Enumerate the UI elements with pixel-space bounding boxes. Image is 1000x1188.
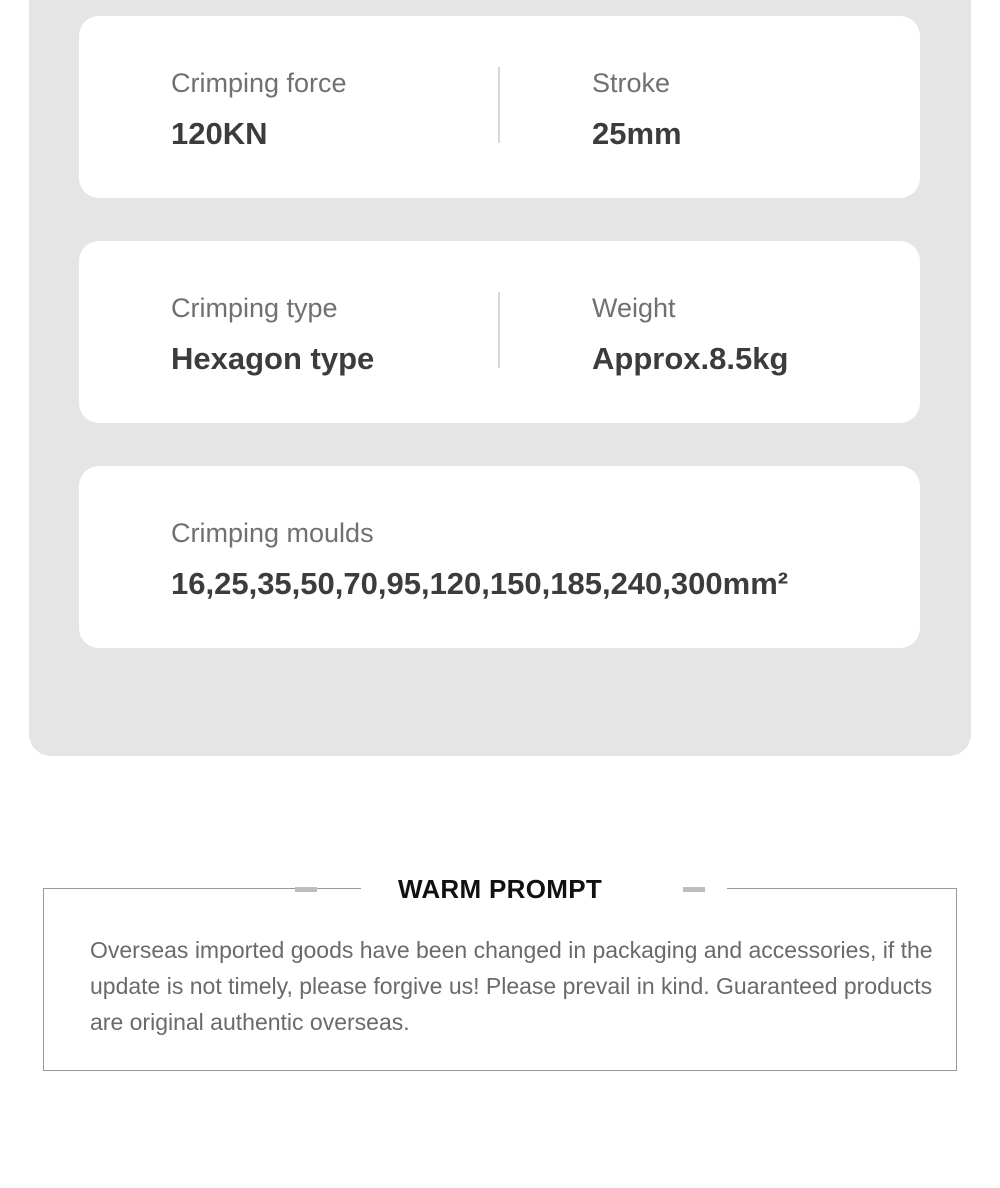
spec-value: 120KN <box>171 116 268 151</box>
divider <box>498 292 500 368</box>
spec-value: 25mm <box>592 116 682 151</box>
spec-value: Hexagon type <box>171 341 375 376</box>
spec-card-force-stroke <box>79 16 920 198</box>
spec-card-moulds <box>79 466 920 648</box>
divider <box>498 67 500 143</box>
spec-label: Crimping type <box>171 293 338 323</box>
spec-value: 16,25,35,50,70,95,120,150,185,240,300mm² <box>171 566 789 601</box>
spec-card-type-weight <box>79 241 920 423</box>
spec-label: Weight <box>592 293 676 323</box>
spec-label: Crimping moulds <box>171 518 374 548</box>
warm-prompt-title: WARM PROMPT <box>397 874 603 904</box>
spec-value: Approx.8.5kg <box>592 341 789 376</box>
warm-prompt-text: Overseas imported goods have been changed in packaging and accessories, if the update is not timely, please forgive us! Please prevail in kind. Guaranteed products are original authentic overseas. <box>90 937 933 1035</box>
spec-label: Stroke <box>592 68 671 98</box>
spec-label: Crimping force <box>171 68 347 98</box>
